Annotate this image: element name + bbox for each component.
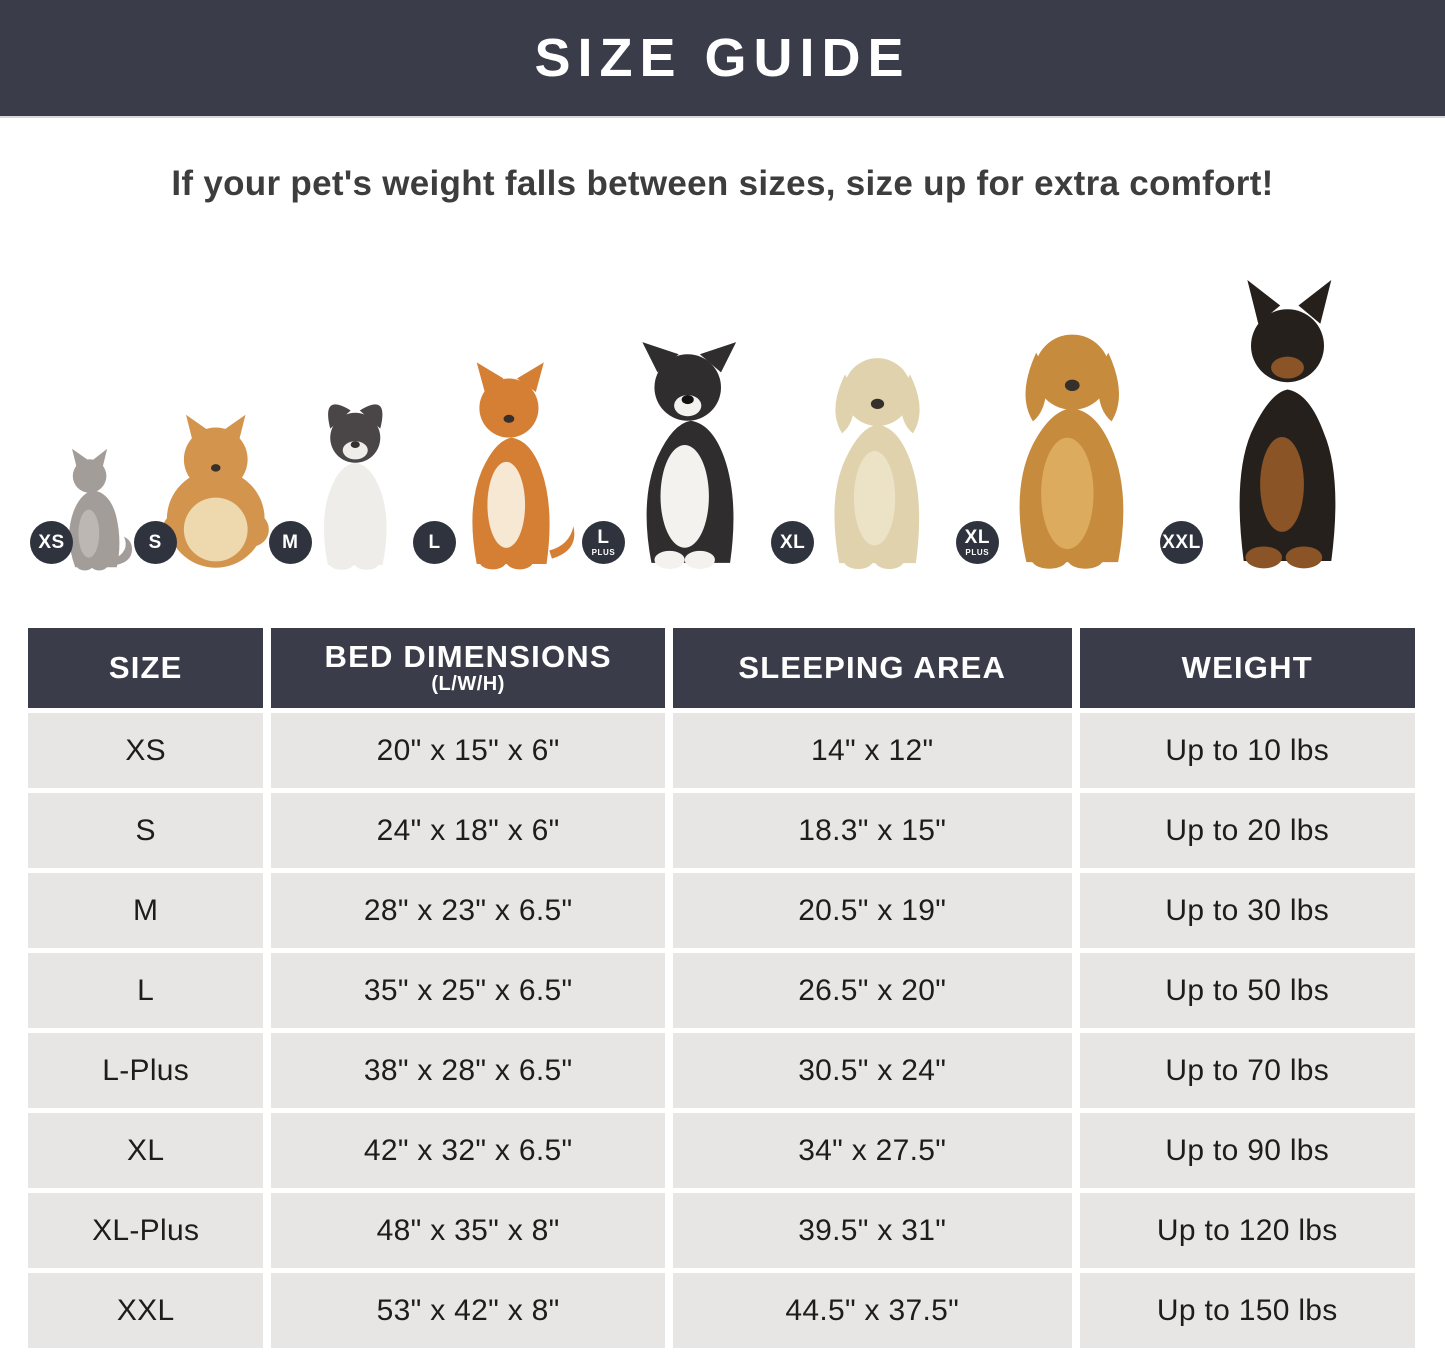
header-bar <box>0 0 1445 118</box>
size-badge-s: S <box>134 521 177 564</box>
pet-french-bulldog <box>282 390 424 572</box>
column-header-weight: WEIGHT <box>1080 628 1416 708</box>
doberman-illustration <box>1178 280 1397 572</box>
size-badge-l-plus: L PLUS <box>582 521 625 564</box>
cell-bed-dimensions: 35" x 25" x 6.5" <box>271 953 665 1028</box>
size-table <box>28 628 1415 1348</box>
column-header-sleeping-area: SLEEPING AREA <box>673 628 1072 708</box>
border-collie-illustration <box>600 330 782 572</box>
size-badge-xl-plus: XL PLUS <box>956 521 999 564</box>
cell-weight: Up to 10 lbs <box>1080 713 1416 788</box>
cell-weight: Up to 20 lbs <box>1080 793 1416 868</box>
cell-sleeping-area: 14" x 12" <box>673 713 1072 788</box>
size-badge-m: M <box>269 521 312 564</box>
labrador-illustration <box>789 336 966 572</box>
cell-size: L-Plus <box>28 1033 263 1108</box>
cell-size: XL-Plus <box>28 1193 263 1268</box>
column-header-bed-dimensions: BED DIMENSIONS (L/W/H) <box>271 628 665 708</box>
cell-weight: Up to 50 lbs <box>1080 953 1416 1028</box>
cell-sleeping-area: 30.5" x 24" <box>673 1033 1072 1108</box>
cell-bed-dimensions: 20" x 15" x 6" <box>271 713 665 788</box>
size-badge-xxl: XXL <box>1160 521 1203 564</box>
cell-bed-dimensions: 48" x 35" x 8" <box>271 1193 665 1268</box>
size-badge-l: L <box>413 521 456 564</box>
cell-sleeping-area: 34" x 27.5" <box>673 1113 1072 1188</box>
cell-size: S <box>28 793 263 868</box>
size-badge-xs: XS <box>30 521 73 564</box>
cell-bed-dimensions: 42" x 32" x 6.5" <box>271 1113 665 1188</box>
cell-bed-dimensions: 28" x 23" x 6.5" <box>271 873 665 948</box>
cell-sleeping-area: 44.5" x 37.5" <box>673 1273 1072 1348</box>
cell-sleeping-area: 18.3" x 15" <box>673 793 1072 868</box>
cell-sleeping-area: 26.5" x 20" <box>673 953 1072 1028</box>
golden-retriever-illustration <box>974 310 1171 572</box>
cell-bed-dimensions: 38" x 28" x 6.5" <box>271 1033 665 1108</box>
pet-pomeranian <box>148 402 280 572</box>
size-badge-xl: XL <box>771 521 814 564</box>
page-title: SIZE GUIDE <box>534 28 911 88</box>
cell-sleeping-area: 39.5" x 31" <box>673 1193 1072 1268</box>
cell-size: M <box>28 873 263 948</box>
cell-size: XL <box>28 1113 263 1188</box>
pet-labrador <box>779 336 966 572</box>
cell-weight: Up to 70 lbs <box>1080 1033 1416 1108</box>
pet-size-lineup <box>0 278 1445 572</box>
cell-weight: Up to 120 lbs <box>1080 1193 1416 1268</box>
pet-golden-retriever <box>964 310 1171 572</box>
pet-doberman <box>1162 280 1397 572</box>
cell-bed-dimensions: 24" x 18" x 6" <box>271 793 665 868</box>
pet-cat <box>38 444 144 572</box>
pet-shiba-inu <box>428 357 592 572</box>
cell-size: XS <box>28 713 263 788</box>
cell-size: L <box>28 953 263 1028</box>
cell-sleeping-area: 20.5" x 19" <box>673 873 1072 948</box>
cell-size: XXL <box>28 1273 263 1348</box>
column-header-size: SIZE <box>28 628 263 708</box>
cell-weight: Up to 90 lbs <box>1080 1113 1416 1188</box>
cell-bed-dimensions: 53" x 42" x 8" <box>271 1273 665 1348</box>
pet-border-collie <box>591 330 782 572</box>
cell-weight: Up to 150 lbs <box>1080 1273 1416 1348</box>
cell-weight: Up to 30 lbs <box>1080 873 1416 948</box>
subtitle: If your pet's weight falls between sizes, size up for extra comfort! <box>171 164 1274 203</box>
